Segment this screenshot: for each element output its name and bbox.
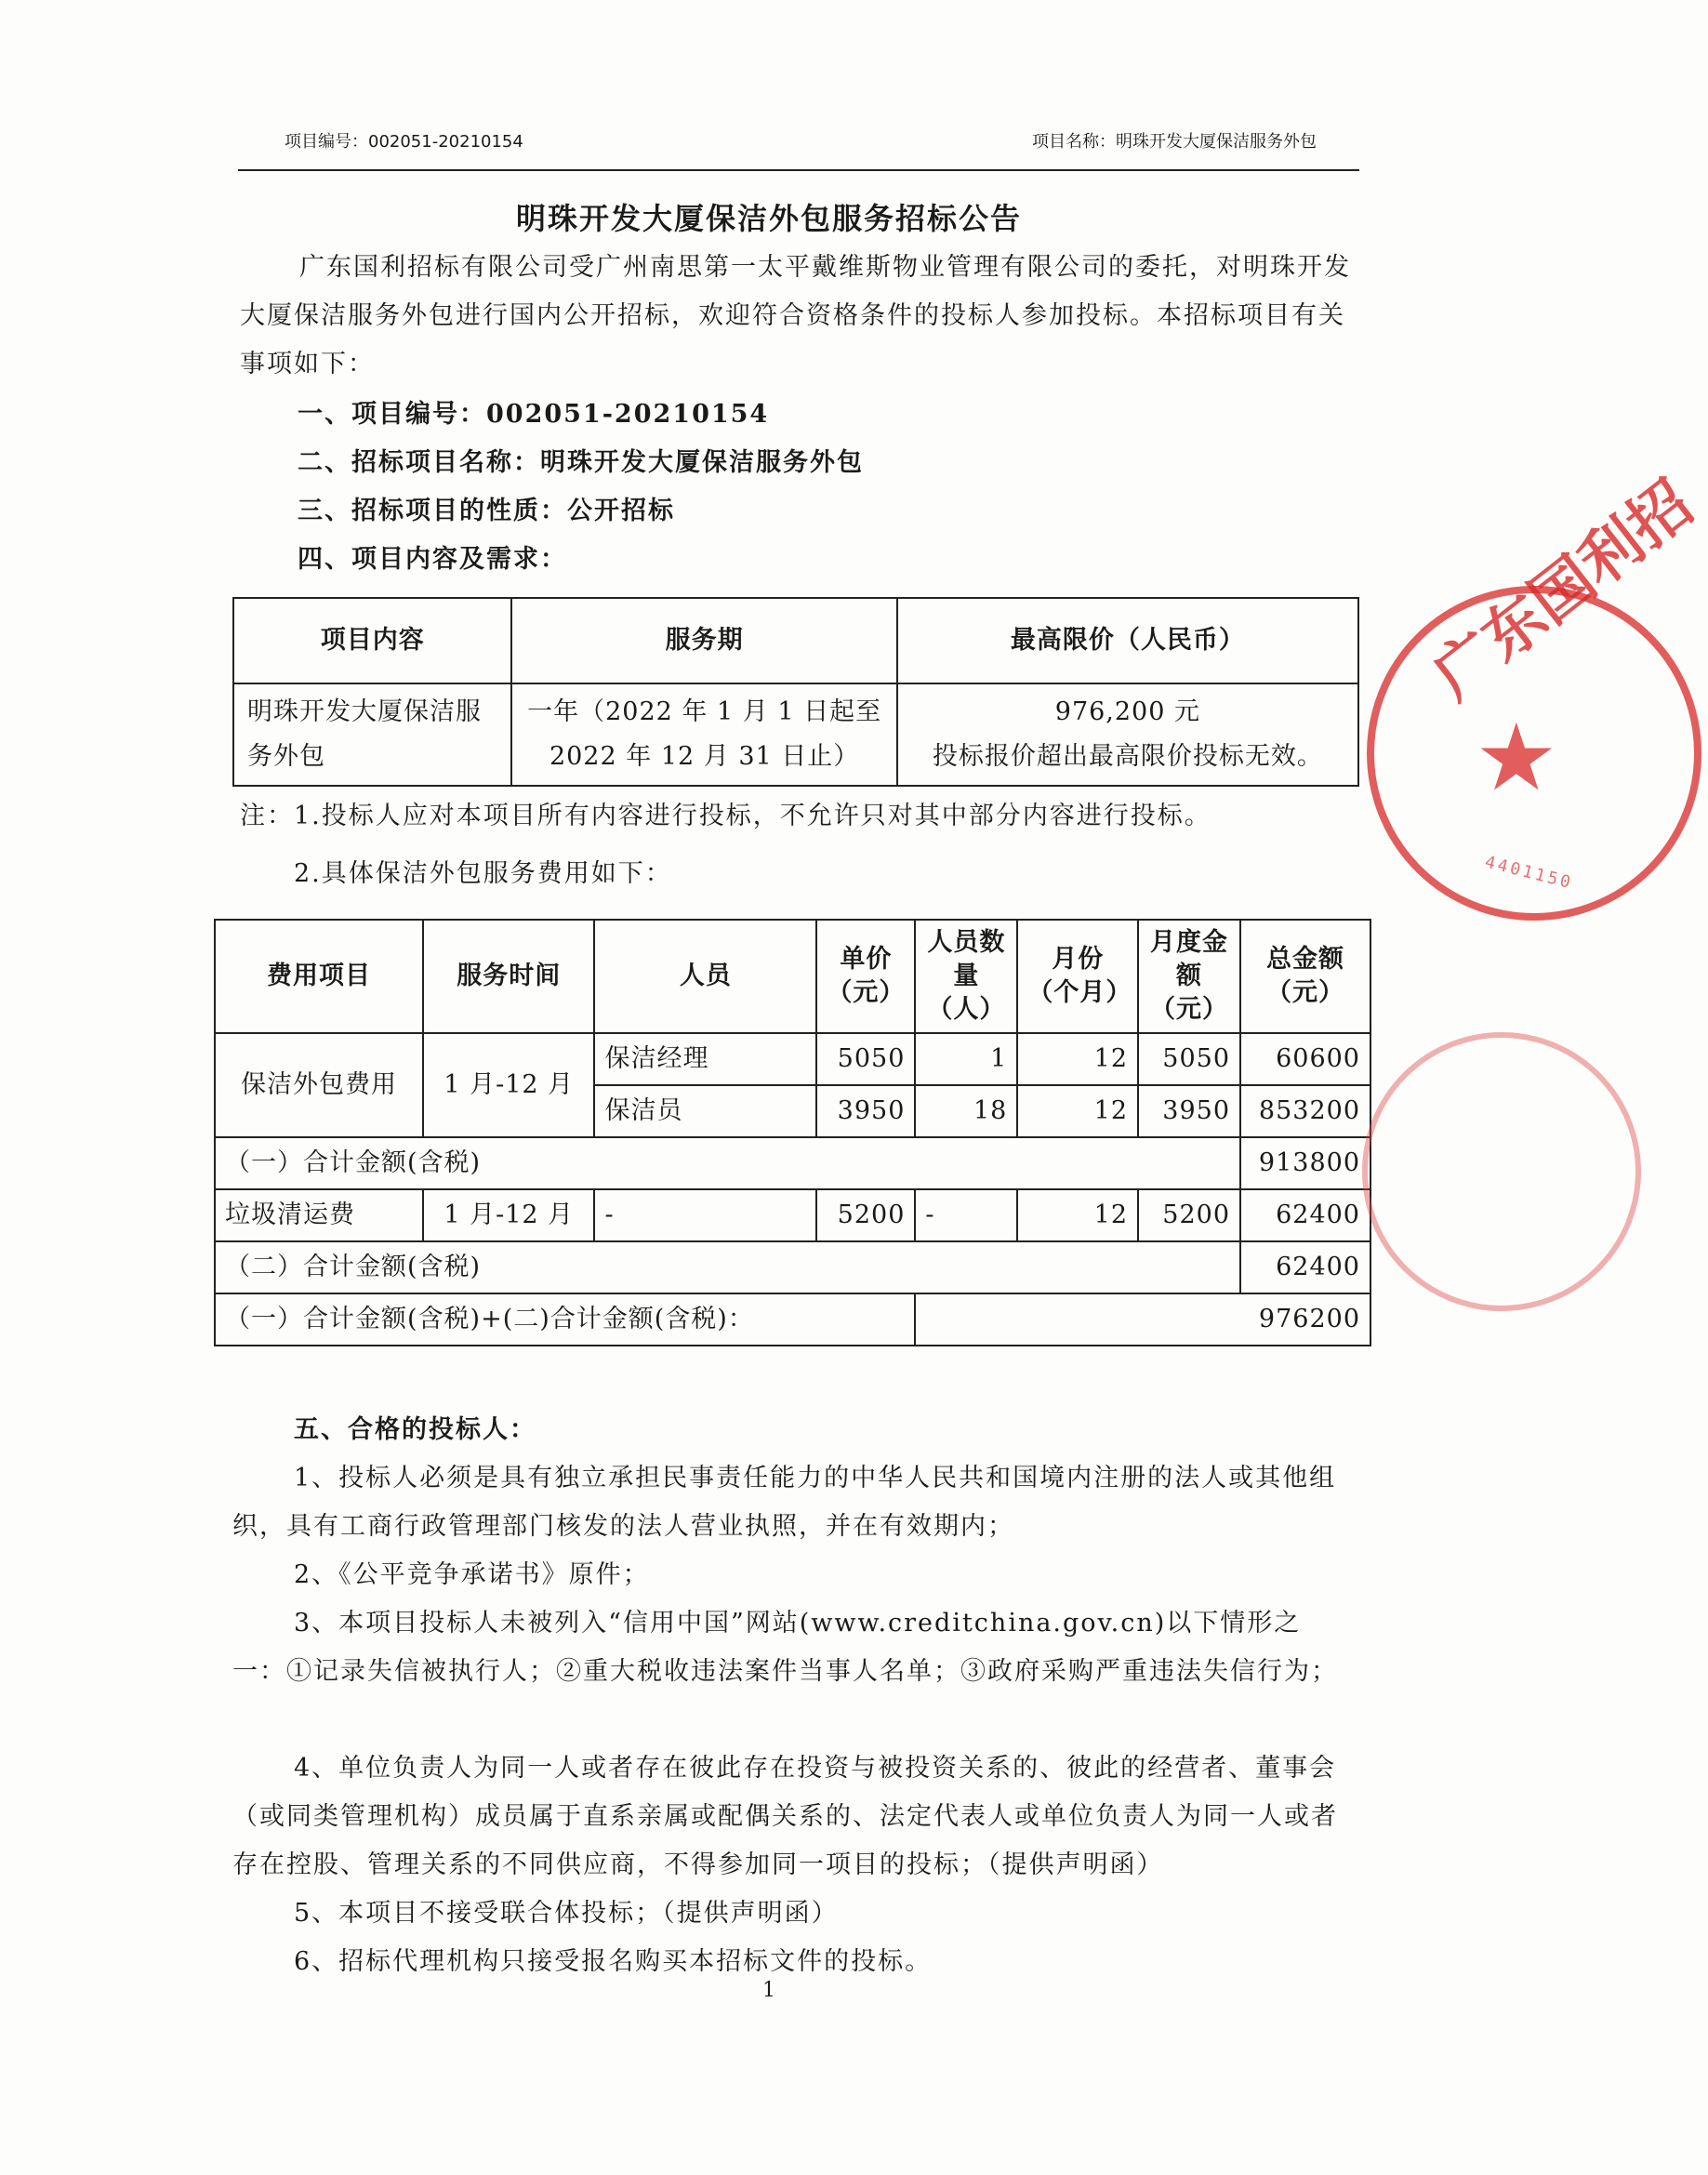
company-seal-stamp [1367, 467, 1706, 921]
garbage-row [215, 1189, 1370, 1241]
t2-cell-item: 垃圾清运费 [215, 1189, 423, 1241]
t2-cell-qty: 18 [915, 1085, 1017, 1137]
section-5-heading: 五、合格的投标人： [294, 1415, 536, 1444]
t2-header-total: 总金额（元） [1240, 920, 1370, 1033]
subtotal-row-2 [215, 1241, 1370, 1293]
t2-cell-months: 12 [1017, 1033, 1138, 1085]
seal-code: 4401150 [1482, 852, 1575, 894]
t2-cell-months: 12 [1017, 1085, 1138, 1137]
header-project-no: 项目编号：002051-20210154 [285, 132, 523, 152]
t2-cell-time: 1 月-12 月 [423, 1033, 594, 1137]
t1-cell-content: 明珠开发大厦保洁服务外包 [233, 683, 511, 786]
grand-total-label: （一）合计金额(含税)+(二)合计金额(含税)： [215, 1293, 915, 1346]
t1-price-value: 976,200 元 [1054, 697, 1200, 726]
t1-cell-price [897, 683, 1358, 786]
t2-cell-time: 1 月-12 月 [423, 1189, 594, 1241]
table-row [215, 1033, 1370, 1085]
t2-cell-price: 3950 [816, 1085, 915, 1137]
subtotal-row-1 [215, 1137, 1370, 1189]
t1-header-period: 服务期 [511, 598, 896, 683]
note-2: 2.具体保洁外包服务费用如下： [294, 859, 672, 888]
t2-header-months: 月份（个月） [1017, 920, 1138, 1033]
section-5-p4: 4、单位负责人为同一人或者存在彼此存在投资与被投资关系的、彼此的经营者、董事会（或同类管理机构）成员属于直系亲属或配偶关系的、法定代表人或单位负责人为同一人或者存在控股、管理关系的不同供应商，不得参加同一项目的投标；（提供声明函） [232, 1754, 1338, 1879]
t2-header-monthly: 月度金额（元） [1138, 920, 1240, 1033]
intro-paragraph: 广东国利招标有限公司受广州南思第一太平戴维斯物业管理有限公司的委托，对明珠开发大厦保洁服务外包进行国内公开招标，欢迎符合资格条件的投标人参加投标。本招标项目有关事项如下： [240, 253, 1351, 378]
grand-total-value: 976200 [915, 1293, 1370, 1346]
section-5-p5: 5、本项目不接受联合体投标；（提供声明函） [294, 1899, 839, 1928]
t2-cell-price: 5050 [816, 1033, 915, 1085]
t2-cell-person: 保洁经理 [594, 1033, 816, 1085]
t2-cell-person: - [594, 1189, 816, 1241]
header-project-name: 项目名称：明珠开发大厦保洁服务外包 [1032, 132, 1317, 152]
section-5-p2: 2、《公平竞争承诺书》原件； [294, 1560, 650, 1589]
t2-header-person: 人员 [594, 920, 816, 1033]
subtotal-2-value: 62400 [1240, 1241, 1370, 1293]
t2-header-qty: 人员数量（人） [915, 920, 1017, 1033]
t1-cell-period: 一年（2022 年 1 月 1 日起至 2022 年 12 月 31 日止） [511, 683, 896, 786]
t2-cell-monthly: 5050 [1138, 1033, 1240, 1085]
page-header [285, 128, 1317, 156]
seal-text: 广东国利招 [1420, 467, 1706, 713]
header-rule [238, 169, 1359, 171]
subtotal-1-value: 913800 [1240, 1137, 1370, 1189]
t2-header-unit-price: 单价（元） [816, 920, 915, 1033]
t2-header-time: 服务时间 [423, 920, 594, 1033]
item-content-heading: 四、项目内容及需求： [298, 545, 567, 574]
item-project-nature: 三、招标项目的性质：公开招标 [298, 497, 675, 525]
t2-cell-total: 853200 [1240, 1085, 1370, 1137]
subtotal-2-label: （二）合计金额(含税) [215, 1241, 1240, 1293]
t1-header-content: 项目内容 [233, 598, 511, 683]
t2-cell-person: 保洁员 [594, 1085, 816, 1137]
section-5-p3: 3、本项目投标人未被列入“信用中国”网站(www.creditchina.gov.cn)以下情形之一：①记录失信被执行人；②重大税收违法案件当事人名单；③政府采购严重违法失信行为； [232, 1609, 1338, 1686]
item-project-name: 二、招标项目名称：明珠开发大厦保洁服务外包 [298, 448, 864, 477]
grand-total-row [215, 1293, 1370, 1346]
note-1: 注：1.投标人应对本项目所有内容进行投标，不允许只对其中部分内容进行投标。 [240, 802, 1211, 830]
document-title: 明珠开发大厦保洁外包服务招标公告 [515, 201, 1022, 236]
page-number: 1 [762, 1979, 775, 2002]
cleaning-fee-table [214, 919, 1371, 1346]
t2-cell-total: 60600 [1240, 1033, 1370, 1085]
t2-cell-qty: - [915, 1189, 1017, 1241]
subtotal-1-label: （一）合计金额(含税) [215, 1137, 1240, 1189]
section-5-p6: 6、招标代理机构只接受报名购买本招标文件的投标。 [294, 1947, 933, 1976]
t2-header-row [215, 920, 1370, 1033]
t2-cell-item: 保洁外包费用 [215, 1033, 423, 1137]
seal-star-icon: ★ [1475, 703, 1558, 812]
t1-header-price: 最高限价（人民币） [897, 598, 1358, 683]
t2-cell-total: 62400 [1240, 1189, 1370, 1241]
project-content-table [232, 597, 1359, 787]
partial-seal-stamp [1362, 1032, 1641, 1311]
t2-cell-price: 5200 [816, 1189, 915, 1241]
item-project-no: 一、项目编号：002051-20210154 [298, 400, 770, 429]
t2-cell-qty: 1 [915, 1033, 1017, 1085]
t2-cell-monthly: 3950 [1138, 1085, 1240, 1137]
t2-cell-monthly: 5200 [1138, 1189, 1240, 1241]
t2-cell-months: 12 [1017, 1189, 1138, 1241]
t2-header-item: 费用项目 [215, 920, 423, 1033]
section-5-p1: 1、投标人必须是具有独立承担民事责任能力的中华人民共和国境内注册的法人或其他组织，具有工商行政管理部门核发的法人营业执照，并在有效期内； [232, 1464, 1337, 1541]
t1-price-note: 投标报价超出最高限价投标无效。 [932, 742, 1323, 771]
